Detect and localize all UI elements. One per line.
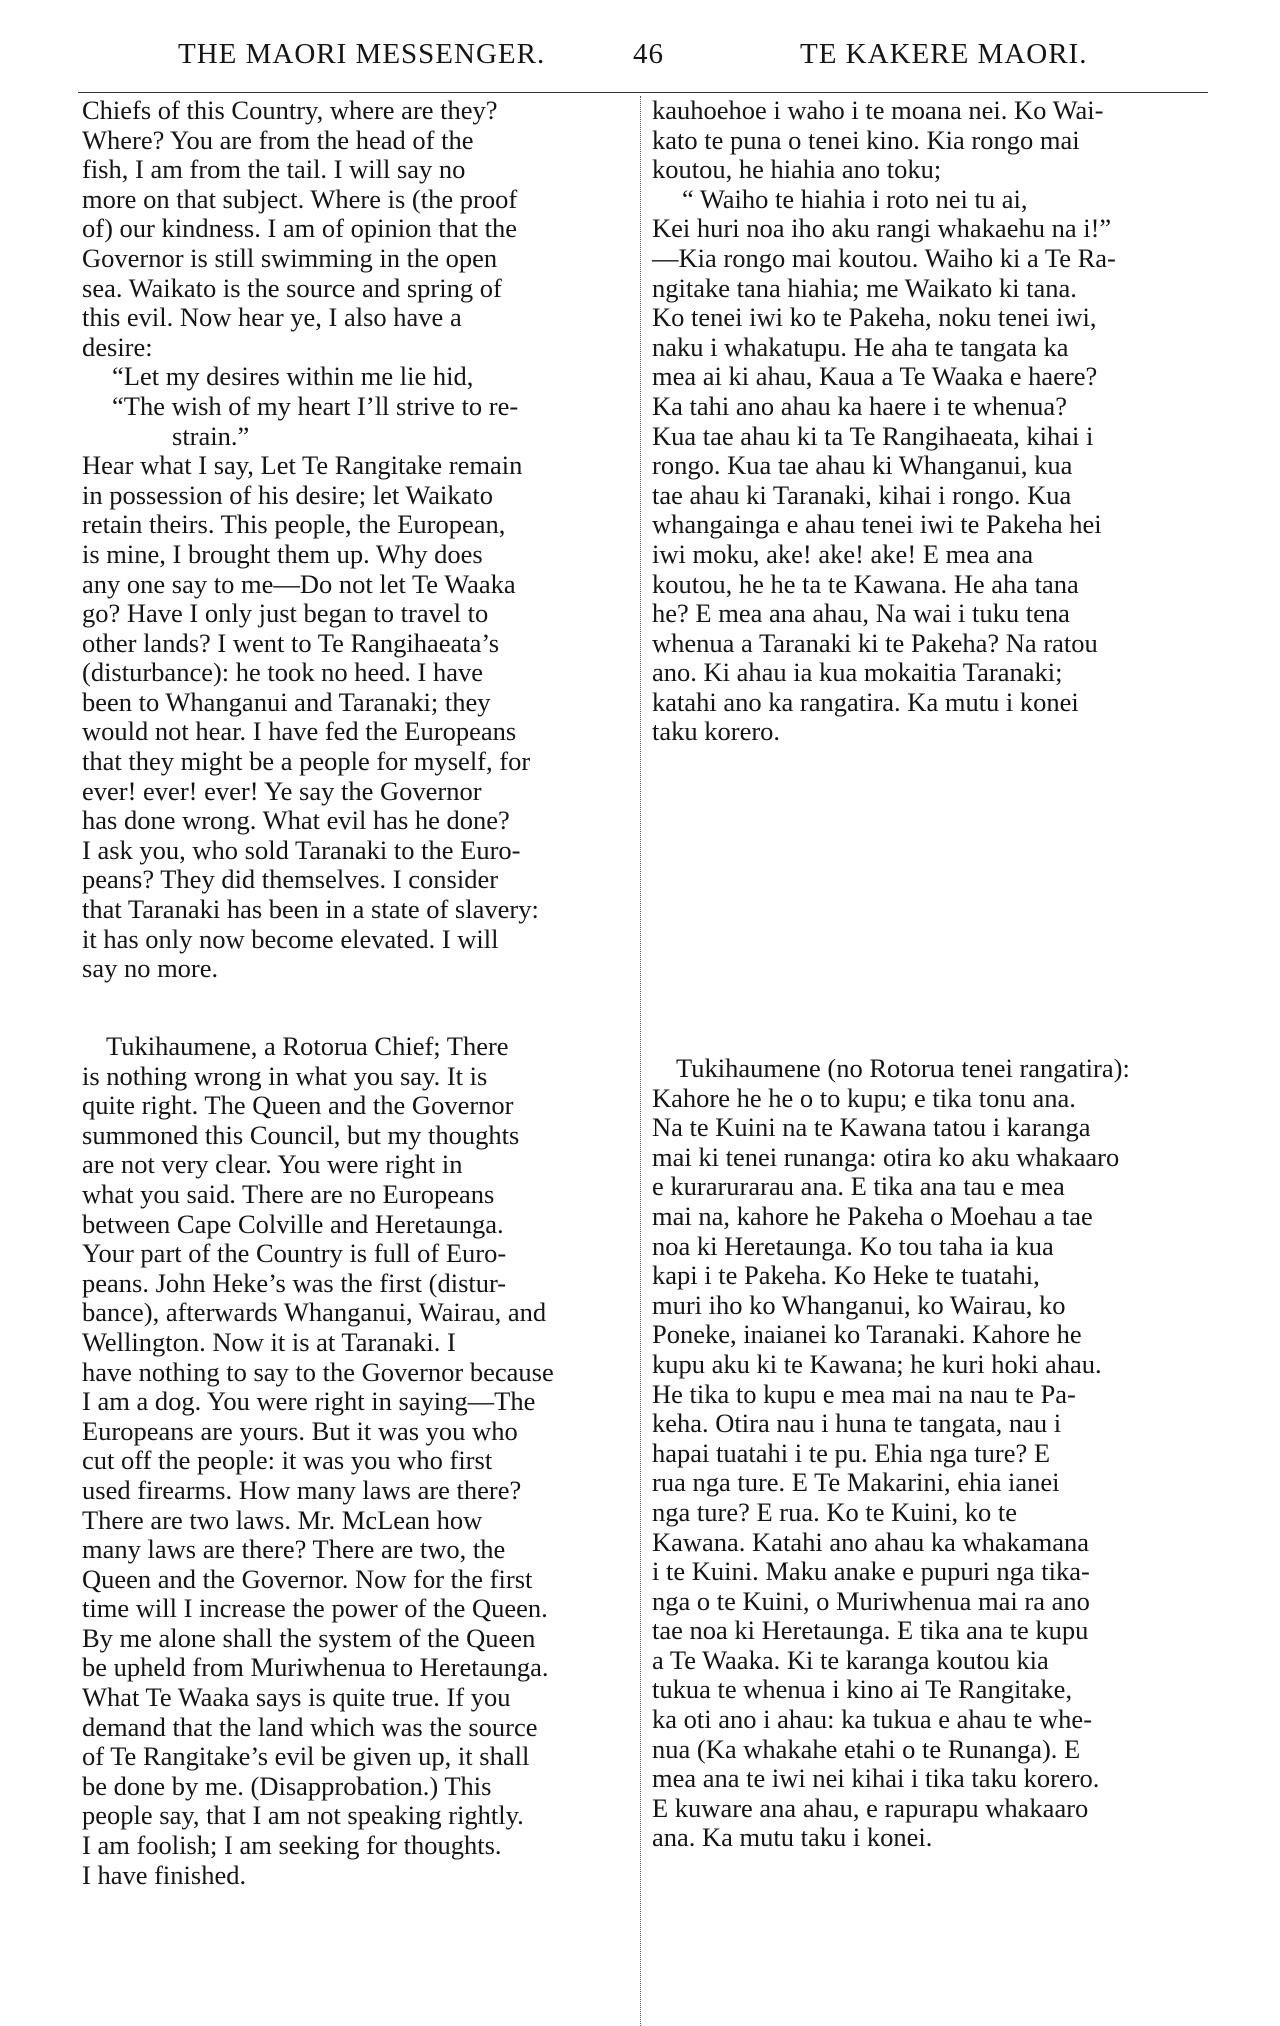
text-line: ka oti ano i ahau: ka tukua e ahau te whe- [652, 1704, 1093, 1735]
text-line: By me alone shall the system of the Queen [82, 1622, 536, 1653]
text-line: “The wish of my heart I’ll strive to re- [112, 390, 519, 421]
text-line: (disturbance): he took no heed. I have [82, 657, 484, 688]
text-line: quite right. The Queen and the Governor [82, 1090, 514, 1121]
text-line: that they might be a people for myself, for [82, 746, 531, 777]
maori-column-block-1 [652, 96, 1202, 747]
text-line: a Te Waaka. Ki te karanga koutou kia [652, 1644, 1049, 1675]
text-line: mai na, kahore he Pakeha o Moehau a tae [652, 1200, 1093, 1231]
text-line: be done by me. (Disapprobation.) This [82, 1770, 492, 1801]
text-line: Hear what I say, Let Te Rangitake remain [82, 450, 523, 481]
text-line: peans? They did themselves. I consider [82, 864, 499, 895]
text-line: of Te Rangitake’s evil be given up, it shall [82, 1741, 530, 1772]
text-line: keha. Otira nau i huna te tangata, nau i [652, 1408, 1062, 1439]
text-line: ever! ever! ever! Ye say the Governor [82, 775, 482, 806]
text-line: Ka tahi ano ahau ka haere i te whenua? [652, 390, 1067, 421]
text-line: —Kia rongo mai koutou. Waiho ki a Te Ra- [652, 242, 1116, 273]
page-number: 46 [633, 38, 664, 70]
text-line: Kahore he he o to kupu; e tika tonu ana. [652, 1082, 1076, 1113]
column-divider [640, 96, 641, 2026]
text-line: time will I increase the power of the Queen. [82, 1593, 548, 1624]
text-line: koutou, he hiahia ano toku; [652, 154, 942, 185]
text-line: other lands? I went to Te Rangihaeata’s [82, 627, 500, 658]
text-line: Governor is still swimming in the open [82, 242, 498, 273]
text-line: between Cape Colville and Heretaunga. [82, 1208, 504, 1239]
maori-column-block-2 [652, 1054, 1202, 1853]
text-line: bance), afterwards Whanganui, Wairau, and [82, 1297, 547, 1328]
text-line: whenua a Taranaki ki te Pakeha? Na ratou [652, 627, 1098, 658]
text-line: There are two laws. Mr. McLean how [82, 1504, 483, 1535]
text-line: go? Have I only just began to travel to [82, 598, 489, 629]
text-line: Kawana. Katahi ano ahau ka whakamana [652, 1526, 1090, 1557]
masthead [0, 26, 1280, 86]
text-line: nga o te Kuini, o Muriwhenua mai ra ano [652, 1585, 1090, 1616]
text-line: I have finished. [82, 1859, 247, 1890]
text-line: Poneke, inaianei ko Taranaki. Kahore he [652, 1319, 1082, 1350]
text-line: retain theirs. This people, the European, [82, 509, 506, 540]
header-rule [78, 92, 1208, 93]
text-line: hapai tuatahi i te pu. Ehia nga ture? E [652, 1437, 1051, 1468]
text-line: What Te Waaka says is quite true. If you [82, 1682, 511, 1713]
text-line: Your part of the Country is full of Euro- [82, 1238, 507, 1269]
text-line: I am a dog. You were right in saying—The [82, 1386, 536, 1417]
english-title: THE MAORI MESSENGER. [178, 38, 546, 70]
text-line: “ Waiho te hiahia i roto nei tu ai, [682, 183, 1028, 214]
text-line: tukua te whenua i kino ai Te Rangitake, [652, 1674, 1073, 1705]
text-line: of) our kindness. I am of opinion that the [82, 213, 517, 244]
text-line: naku i whakatupu. He aha te tangata ka [652, 331, 1069, 362]
maori-title: TE KAKERE MAORI. [800, 38, 1088, 70]
text-line: this evil. Now hear ye, I also have a [82, 302, 462, 333]
text-line: Tukihaumene (no Rotorua tenei rangatira): [676, 1053, 1130, 1083]
text-line: is nothing wrong in what you say. It is [82, 1060, 488, 1091]
text-line: He tika to kupu e mea mai na nau te Pa- [652, 1378, 1076, 1409]
text-line: koutou, he he ta te Kawana. He aha tana [652, 568, 1079, 599]
text-line: mea ai ki ahau, Kaua a Te Waaka e haere? [652, 361, 1098, 392]
text-line: used firearms. How many laws are there? [82, 1474, 522, 1505]
text-line: have nothing to say to the Governor because [82, 1356, 554, 1387]
text-line: be upheld from Muriwhenua to Heretaunga. [82, 1652, 549, 1683]
text-line: nua (Ka whakahe etahi o te Runanga). E [652, 1733, 1081, 1764]
text-line: Chiefs of this Country, where are they? [82, 95, 498, 125]
text-line: is mine, I brought them up. Why does [82, 538, 483, 569]
text-line: he? E mea ana ahau, Na wai i tuku tena [652, 598, 1070, 629]
text-line: Kei huri noa iho aku rangi whakaehu na i!” [652, 213, 1112, 244]
text-line: kato te puna o tenei kino. Kia rongo mai [652, 124, 1080, 155]
text-line: mea ana te iwi nei kihai i tika taku korero. [652, 1763, 1100, 1794]
text-line: whangainga e ahau tenei iwi te Pakeha hei [652, 509, 1102, 540]
text-line: iwi moku, ake! ake! ake! E mea ana [652, 538, 1034, 569]
text-line: fish, I am from the tail. I will say no [82, 154, 466, 185]
text-line: desire: [82, 331, 153, 362]
text-line: Tukihaumene, a Rotorua Chief; There [106, 1031, 509, 1061]
text-line: summoned this Council, but my thoughts [82, 1119, 520, 1150]
text-line: peans. John Heke’s was the first (distur- [82, 1267, 507, 1298]
text-line: tae ahau ki Taranaki, kihai i rongo. Kua [652, 479, 1072, 510]
text-line: ana. Ka mutu taku i konei. [652, 1822, 933, 1853]
text-line: kauhoehoe i waho i te moana nei. Ko Wai- [652, 95, 1104, 125]
text-line: that Taranaki has been in a state of slavery: [82, 894, 539, 925]
text-line: demand that the land which was the source [82, 1711, 538, 1742]
text-line: muri iho ko Whanganui, ko Wairau, ko [652, 1289, 1066, 1320]
text-line: sea. Waikato is the source and spring of [82, 272, 502, 303]
text-line: many laws are there? There are two, the [82, 1534, 506, 1565]
text-line: I ask you, who sold Taranaki to the Euro- [82, 834, 521, 865]
text-line: rua nga ture. E Te Makarini, ehia ianei [652, 1467, 1060, 1498]
text-line: kapi i te Pakeha. Ko Heke te tuatahi, [652, 1260, 1040, 1291]
text-line: “Let my desires within me lie hid, [112, 361, 474, 392]
text-line: ano. Ki ahau ia kua mokaitia Taranaki; [652, 657, 1063, 688]
text-line: katahi ano ka rangatira. Ka mutu i konei [652, 686, 1079, 717]
text-line: Na te Kuini na te Kawana tatou i karanga [652, 1112, 1091, 1143]
text-line: i te Kuini. Maku anake e pupuri nga tika- [652, 1556, 1090, 1587]
text-line: kupu aku ki te Kawana; he kuri hoki ahau. [652, 1348, 1102, 1379]
text-line: Wellington. Now it is at Taranaki. I [82, 1326, 456, 1357]
text-line: has done wrong. What evil has he done? [82, 805, 510, 836]
text-line: nga ture? E rua. Ko te Kuini, ko te [652, 1496, 1017, 1527]
text-line: are not very clear. You were right in [82, 1149, 463, 1180]
text-line: Europeans are yours. But it was you who [82, 1415, 518, 1446]
text-line: noa ki Heretaunga. Ko tou taha ia kua [652, 1230, 1054, 1261]
text-line: strain.” [172, 420, 250, 451]
english-column-block-1 [82, 96, 630, 984]
text-line: more on that subject. Where is (the proof [82, 183, 518, 214]
text-line: I am foolish; I am seeking for thoughts. [82, 1830, 502, 1861]
text-line: what you said. There are no Europeans [82, 1178, 495, 1209]
text-line: any one say to me—Do not let Te Waaka [82, 568, 516, 599]
text-line: taku korero. [652, 716, 781, 747]
english-column-block-2 [82, 1032, 630, 1890]
text-line: say no more. [82, 953, 219, 984]
text-line: would not hear. I have fed the Europeans [82, 716, 517, 747]
text-line: people say, that I am not speaking rightly. [82, 1800, 524, 1831]
text-line: rongo. Kua tae ahau ki Whanganui, kua [652, 450, 1073, 481]
text-line: Where? You are from the head of the [82, 124, 474, 155]
text-line: e kurarurarau ana. E tika ana tau e mea [652, 1171, 1065, 1202]
text-line: been to Whanganui and Taranaki; they [82, 686, 491, 717]
text-line: ngitake tana hiahia; me Waikato ki tana. [652, 272, 1077, 303]
text-line: mai ki tenei runanga: otira ko aku whakaaro [652, 1141, 1120, 1172]
text-line: Ko tenei iwi ko te Pakeha, noku tenei iwi, [652, 302, 1097, 333]
text-line: E kuware ana ahau, e rapurapu whakaaro [652, 1792, 1089, 1823]
text-line: in possession of his desire; let Waikato [82, 479, 494, 510]
text-line: Queen and the Governor. Now for the first [82, 1563, 533, 1594]
text-line: tae noa ki Heretaunga. E tika ana te kupu [652, 1615, 1089, 1646]
text-line: Kua tae ahau ki ta Te Rangihaeata, kihai i [652, 420, 1094, 451]
text-line: cut off the people: it was you who first [82, 1445, 493, 1476]
text-line: it has only now become elevated. I will [82, 923, 499, 954]
